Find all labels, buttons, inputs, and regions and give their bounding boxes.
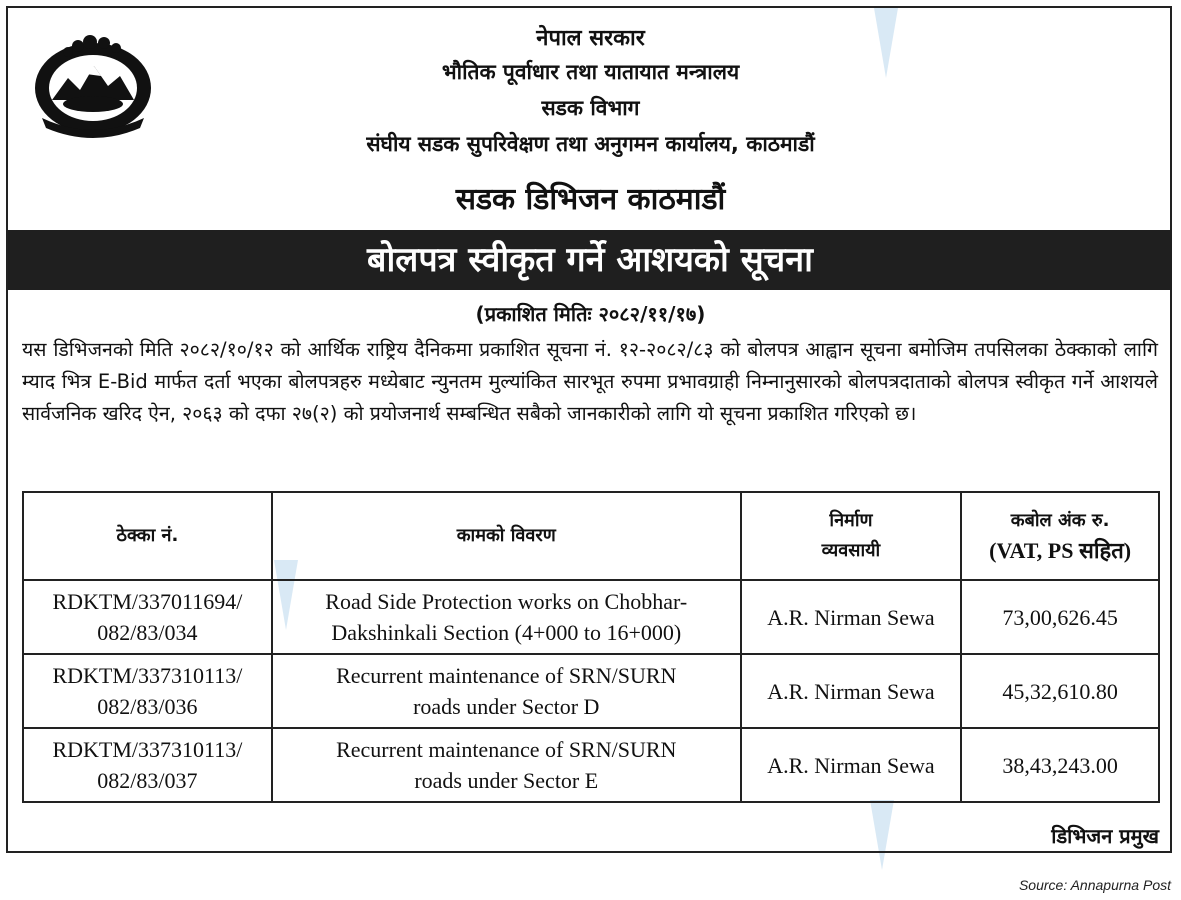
table-row bbox=[23, 728, 1159, 802]
contract-no-cell bbox=[23, 580, 272, 654]
header-contractor-line2: व्यवसायी bbox=[821, 540, 881, 561]
header-amount-line2: (VAT, PS सहित) bbox=[989, 538, 1132, 563]
contract-no-line1: RDKTM/337310113/ bbox=[52, 663, 243, 688]
amount-cell: 38,43,243.00 bbox=[961, 728, 1159, 802]
header-division: सडक डिभिजन काठमाडौं bbox=[455, 182, 726, 217]
header-department: सडक विभाग bbox=[541, 96, 640, 120]
table-row bbox=[23, 654, 1159, 728]
contract-no-line2: 082/83/037 bbox=[97, 768, 198, 793]
header-government: नेपाल सरकार bbox=[536, 26, 645, 51]
contract-no-cell bbox=[23, 728, 272, 802]
description-cell bbox=[272, 654, 741, 728]
notice-title-banner: बोलपत्र स्वीकृत गर्ने आशयको सूचना bbox=[8, 230, 1172, 290]
notice-paragraph: यस डिभिजनको मिति २०८२/१०/१२ को आर्थिक राष्ट्रिय दैनिकमा प्रकाशित सूचना नं. १२-२०८२/८३ को बोलपत्र आह्वान सूचना बमोजिम तपसिलका ठेक्काको लागि म्याद भित्र E-Bid मार्फत दर्ता भएका बोलपत्रहरु मध्येबाट न्युनतम मुल्यांकित सारभूत रुपमा प्रभावग्राही निम्नानुसारको बोलपत्रदाताको बोलपत्र स्वीकृत गर्ने आशयले सार्वजनिक खरिद ऐन, २०६३ को दफा २७(२) को प्रयोजनार्थ सम्बन्धित सबैको जानकारीको लागि यो सूचना प्रकाशित गरिएको छ। bbox=[22, 338, 1158, 425]
contract-table bbox=[22, 491, 1160, 803]
description-cell bbox=[272, 728, 741, 802]
description-cell bbox=[272, 580, 741, 654]
header-office: संघीय सडक सुपरिवेक्षण तथा अनुगमन कार्यालय, काठमाडौं bbox=[366, 132, 815, 156]
contractor-cell: A.R. Nirman Sewa bbox=[741, 580, 962, 654]
table-row bbox=[23, 580, 1159, 654]
amount-cell: 45,32,610.80 bbox=[961, 654, 1159, 728]
contract-no-line1: RDKTM/337310113/ bbox=[52, 737, 243, 762]
contract-no-line2: 082/83/036 bbox=[97, 694, 198, 719]
source-credit: Source: Annapurna Post bbox=[1018, 877, 1171, 893]
amount-cell: 73,00,626.45 bbox=[961, 580, 1159, 654]
description-line2: Dakshinkali Section (4+000 to 16+000) bbox=[331, 620, 682, 645]
description-line1: Road Side Protection works on Chobhar- bbox=[325, 589, 688, 614]
header-description: कामको विवरण bbox=[272, 492, 741, 580]
signature-division-chief: डिभिजन प्रमुख bbox=[1051, 824, 1159, 848]
table-header-row bbox=[23, 492, 1159, 580]
contract-no-cell bbox=[23, 654, 272, 728]
description-line1: Recurrent maintenance of SRN/SURN bbox=[336, 737, 677, 762]
header-contractor bbox=[741, 492, 962, 580]
contract-no-line2: 082/83/034 bbox=[97, 620, 198, 645]
description-line2: roads under Sector E bbox=[414, 768, 599, 793]
contractor-cell: A.R. Nirman Sewa bbox=[741, 654, 962, 728]
contract-no-line1: RDKTM/337011694/ bbox=[52, 589, 243, 614]
description-line2: roads under Sector D bbox=[413, 694, 600, 719]
header-contractor-line1: निर्माण bbox=[829, 510, 873, 531]
header-contract-no: ठेक्का नं. bbox=[23, 492, 272, 580]
header-ministry: भौतिक पूर्वाधार तथा यातायात मन्त्रालय bbox=[441, 60, 740, 84]
header-amount-line1: कबोल अंक रु. bbox=[1010, 510, 1110, 531]
contractor-cell: A.R. Nirman Sewa bbox=[741, 728, 962, 802]
publication-date: (प्रकाशित मितिः २०८२/११/१७) bbox=[475, 302, 706, 326]
header-amount bbox=[961, 492, 1159, 580]
description-line1: Recurrent maintenance of SRN/SURN bbox=[336, 663, 677, 688]
